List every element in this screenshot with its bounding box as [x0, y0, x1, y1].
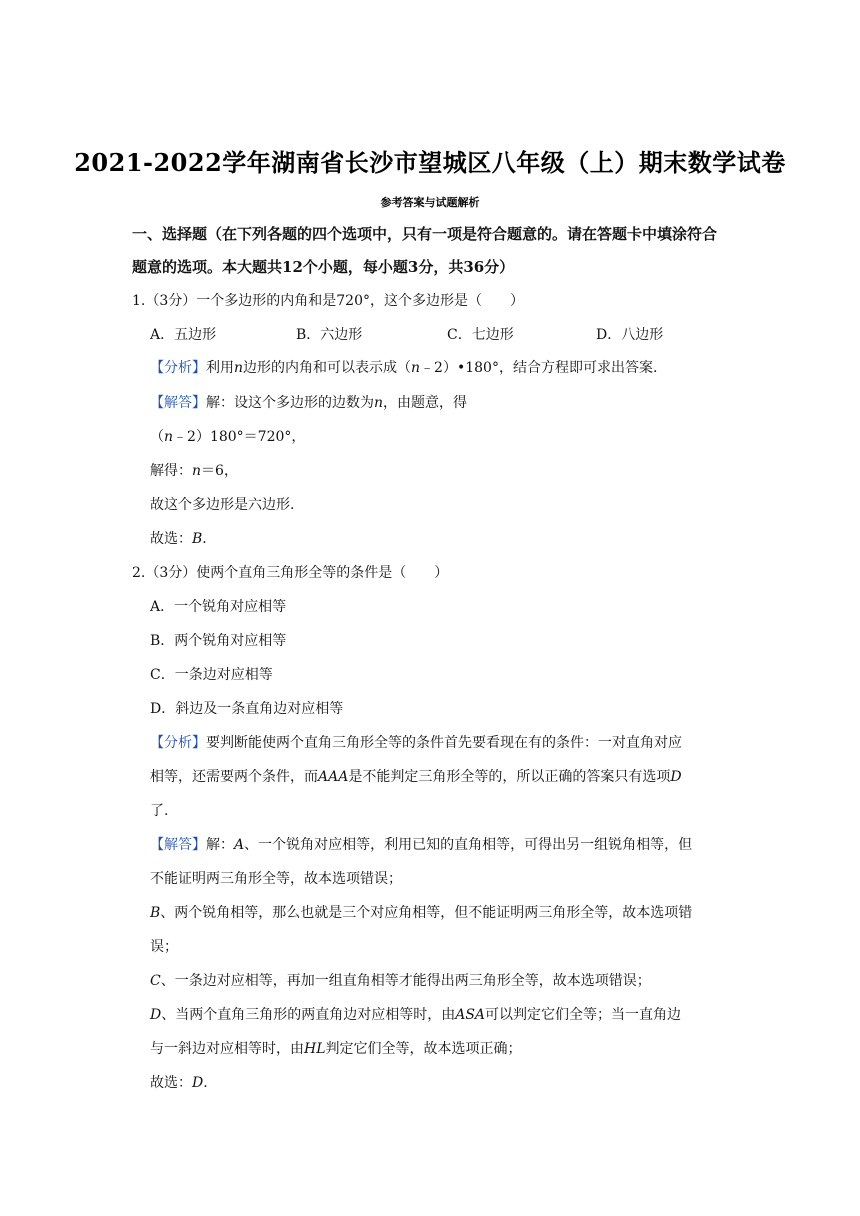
q2-stem: 2.（3分）使两个直角三角形全等的条件是（ ）	[132, 565, 449, 581]
q2-solution-a-line-2: 不能证明两三角形全等，故本选项错误；	[150, 871, 402, 887]
q1-solution: 【解答】解：设这个多边形的边数为n，由题意，得	[150, 395, 468, 411]
q1-conclusion: 故这个多边形是六边形.	[150, 497, 295, 513]
solution-tag: 【解答】	[150, 837, 206, 853]
q2-solution-b-line-2: 误；	[150, 939, 178, 955]
solution-tag: 【解答】	[150, 395, 206, 411]
q2-solution-b-line-1: B、两个锐角相等，那么也就是三个对应角相等，但不能证明两三角形全等，故本选项错	[150, 905, 693, 921]
q2-answer: 故选：D.	[150, 1075, 208, 1091]
page-subtitle: 参考答案与试题解析	[380, 196, 480, 209]
q2-solution-c: C、一条边对应相等，再加一组直角相等才能得出两三角形全等，故本选项错误；	[150, 973, 651, 989]
q1-option-c: C．七边形	[447, 327, 514, 343]
q2-analysis-line-2: 相等，还需要两个条件，而AAA是不能判定三角形全等的，所以正确的答案只有选项D	[150, 769, 682, 785]
q2-analysis-line-1: 【分析】要判断能使两个直角三角形全等的条件首先要看现在有的条件：一对直角对应	[150, 735, 682, 751]
q1-stem: 1.（3分）一个多边形的内角和是720°，这个多边形是（ ）	[132, 293, 524, 309]
page-title: 2021-2022学年湖南省长沙市望城区八年级（上）期末数学试卷	[74, 148, 786, 177]
analysis-tag: 【分析】	[150, 735, 206, 751]
q2-option-b: B．两个锐角对应相等	[150, 633, 287, 649]
section-heading-line-2: 题意的选项。本大题共12个小题，每小题3分，共36分）	[132, 258, 515, 276]
q1-option-d: D．八边形	[596, 327, 664, 343]
q2-solution-a-line-1: 【解答】解：A、一个锐角对应相等，利用已知的直角相等，可得出另一组锐角相等，但	[150, 837, 693, 853]
q2-option-a: A．一个锐角对应相等	[150, 599, 287, 615]
q1-solve: 解得：n＝6，	[150, 463, 238, 479]
q1-option-b: B．六边形	[296, 327, 363, 343]
q1-equation: （n﹣2）180°＝720°，	[150, 429, 306, 445]
q1-option-a: A．五边形	[150, 327, 217, 343]
q2-solution-d-line-1: D、当两个直角三角形的两直角边对应相等时，由ASA可以判定它们全等；当一直角边	[150, 1007, 682, 1023]
section-heading-line-1: 一、选择题（在下列各题的四个选项中，只有一项是符合题意的。请在答题卡中填涂符合	[132, 225, 718, 243]
q1-analysis: 【分析】利用n边形的内角和可以表示成（n﹣2）•180°，结合方程即可求出答案.	[150, 360, 658, 376]
q2-option-c: C．一条边对应相等	[150, 667, 273, 683]
q2-solution-d-line-2: 与一斜边对应相等时，由HL判定它们全等，故本选项正确；	[150, 1041, 522, 1057]
analysis-tag: 【分析】	[150, 360, 206, 376]
q1-answer: 故选：B.	[150, 531, 207, 547]
q2-option-d: D．斜边及一条直角边对应相等	[150, 701, 344, 717]
q2-analysis-line-3: 了.	[150, 803, 169, 819]
